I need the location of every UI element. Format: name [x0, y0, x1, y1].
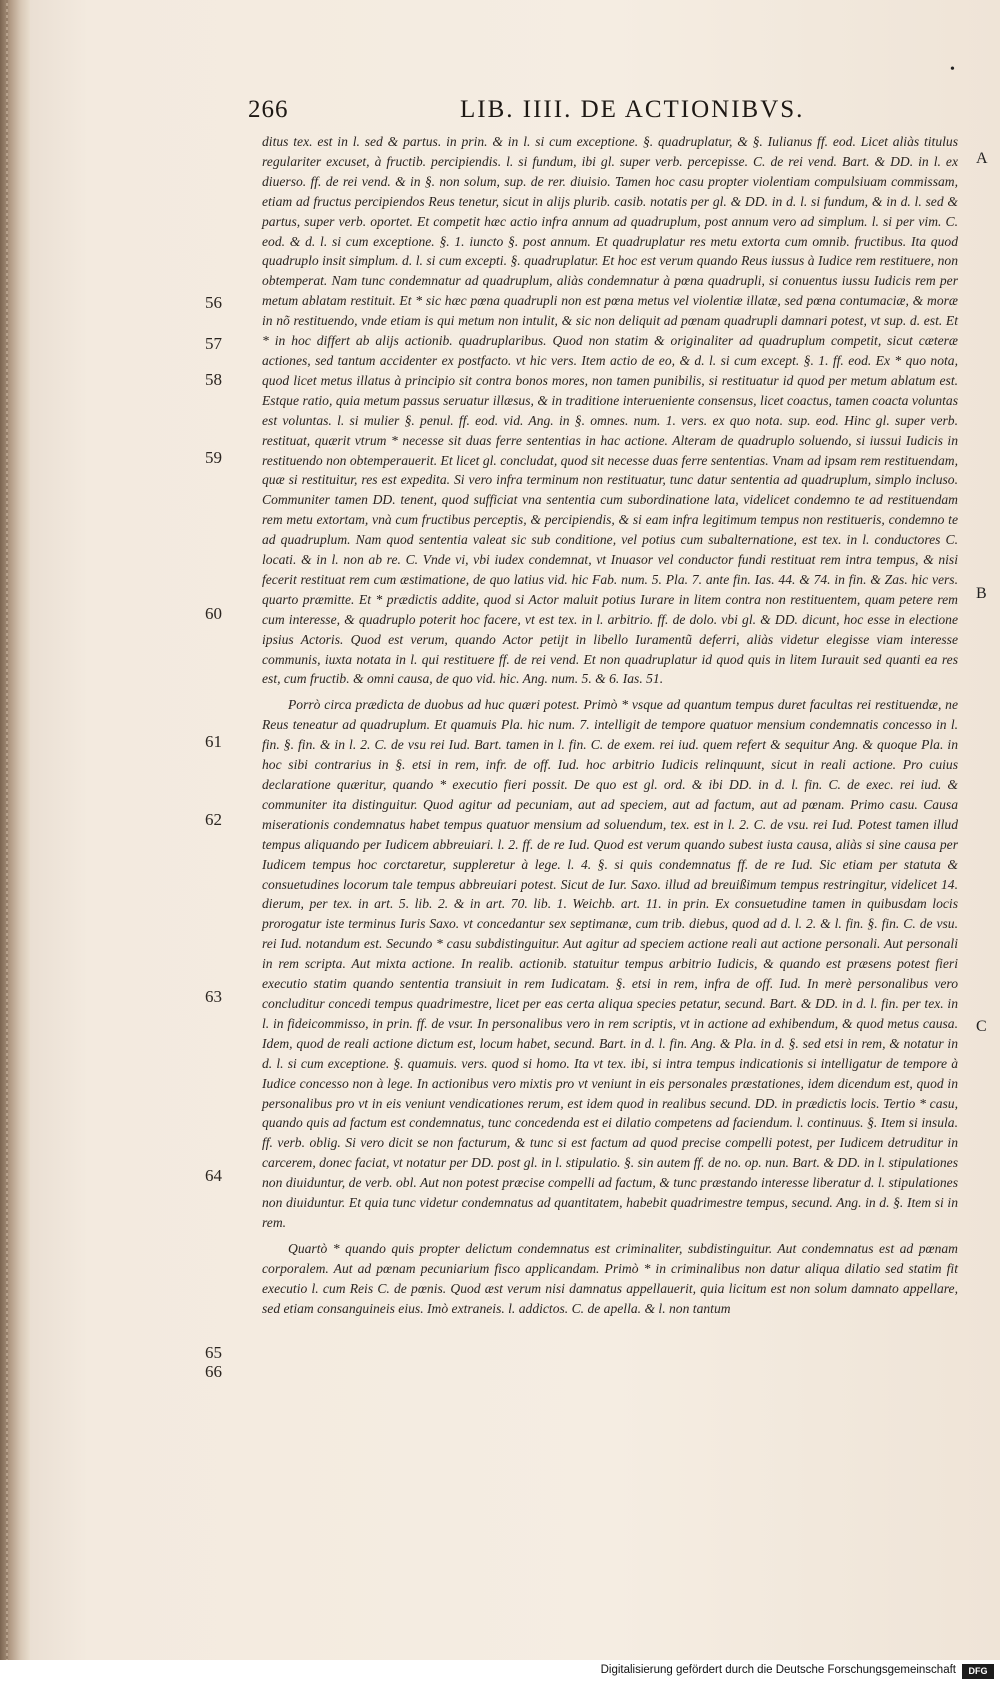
margin-number-62: 62: [205, 810, 222, 829]
funding-credit: Digitalisierung gefördert durch die Deutsche Forschungsgemeinschaft: [600, 1664, 956, 1676]
margin-number-64: 64: [205, 1166, 222, 1185]
book-edge: [0, 0, 30, 1684]
side-letter-c: C: [976, 1018, 987, 1035]
dfg-logo: DFG: [962, 1664, 994, 1679]
side-letter-a: A: [976, 150, 988, 167]
margin-number-59: 59: [205, 448, 222, 467]
margin-number-66: 66: [205, 1362, 222, 1381]
footer-bar: [0, 1660, 1000, 1684]
margin-number-57: 57: [205, 334, 222, 353]
margin-number-56: 56: [205, 293, 222, 312]
page-number: 266: [248, 96, 289, 123]
margin-number-65: 65: [205, 1343, 222, 1362]
margin-number-60: 60: [205, 604, 222, 623]
margin-number-61: 61: [205, 732, 222, 751]
paragraph: Quartò * quando quis propter delictum condemnatus est criminaliter, subdistinguitur. Aut condemnatus est ad pœnam corporalem. Aut ad pœnam pecuniarium fisco applicandam. Primò * in criminalibus non datur aliqua dilatio sed statim fit executio l. cum Reis C. de pœnis. Quod æst verum nisi damnatus appellauerit, quia licitum est non solum damnato appellare, sed etiam consanguineis eius. Imò extraneis. l. addictos. C. de apella. & l. non tantum: [262, 1240, 958, 1316]
paragraph: ditus tex. est in l. sed & partus. in prin. & in l. si cum exceptione. §. quadruplatur, & §. Iulianus ff. eod. Licet aliàs titulus regulariter excuset, à fructib. percipiendis. l. si fundum, ibi gl. super verb. percepisse. C. de rei vend. Bart. & DD. in l. ex diuerso. ff. de rei vend. & in §. non solum, sup. de rer. diuisio. Tamen hoc casu propter violentiam compulsiuam commissam, etiam ad fructus percipiendos Reus tenetur, sicut in alijs plurib. casib. notatis per gl. & DD. in d. l. si fundum, & in d. l. sed & partus, super verb. oportet. Et competit hæc actio infra annum ad quadruplum, post annum vero ad simplum. l. si per vim. C. eod. & d. l. si cum exceptione. §. 1. iuncto §. post annum. Et quadruplatur res metu extorta cum omnib. fructibus. Ita quod quadruplo insit simplum. d. l. si cum excepti. §. quadruplatur. Et hoc est verum quando Reus iussus à Iudice rem restituere, non obtemperat. Nam tunc condemnatur ad quadruplum, aliàs condemnatur à pœna quadrupli, si conuentus iussu Iudicis rem per metum ablatam restituit. Et * sic hæc pœna quadrupli non est pœna metus vel violentiæ illatæ, sed pœna contumaciæ, & moræ in nõ restituendo, vnde etiam is qui metum non intulit, & sic non deliquit ad pœnam quadrupli damnari potest, vt sup. d. est. Et * in hoc differt ab alijs actionib. quadruplaribus. Quod non statim & originaliter ad quadruplum competit, sicut cæteræ actiones, sed tantum accidenter ex postfacto. vt hic vers. Item actio de eo, & d. l. si cum except. §. 1. ff. eod. Ex * quo nota, quod licet metus illatus à principio sit contra bonos mores, non tamen punibilis, si restituatur id quod per metum ablatum est. Estque ratio, quia metum passus seruatur illæsus, & in traditione interueniente consensus, licet coactus, tamen coacta voluntas est voluntas. l. si mulier §. penul. ff. eod. vid. Ang. in §. omnes. num. 1. vers. ex quo nota. sup. eod. Hinc gl. super verb. restituat, quærit vtrum * necesse sit duas ferre sententias in hac actione. Alteram de quadruplo soluendo, si iussui Iudicis in restituendo non obtemperauerit. Et licet gl. concludat, quod sit necesse duas ferre sententias. Vnam ad ipsam rem restituendam, quæ si restituitur, res est expedita. Si vero infra terminum non restituatur, tunc datur sententia ad quadruplum, simplo incluso. Communiter tamen DD. tenent, quod sufficiat vna sententia cum subordinatione lata, videlicet condemno te ad restituendam rem metu extortam, vnà cum fructibus perceptis, & percipiendis, & si eam infra legitimum tempus non restitueris, condemno te ad quadruplum. Nam quod sententia valeat sic sub conditione, vel potius cum subalternatione, est tex. in l. conductores C. locati. & in l. non ab re. C. Vnde vi, vbi iudex condemnat, vt Inuasor vel conductor fundi restituat rem intra tempus, & nisi fecerit restituat rem cum æstimatione, de quo latius vid. hic Fab. num. 5. Pla. 7. ante fin. Ias. 44. & 74. in fin. & Zas. hic vers. quarto præmitte. Et * prædictis addite, quod si Actor maluit potius Iurare in litem contra non restituentem, quam petere rem cum interesse, & quadruplo poterit hoc facere, vt est tex. in l. arbitrio. ff. de dolo. vbi gl. & DD. dicunt, hoc esse in electione ipsius Actoris. Quod est verum, quando Actor petijt in libello Iuramentũ deferri, aliàs videtur elegisse viam interesse communis, iuxta notata in l. qui restituere ff. de rei vend. Et non quadruplatur id quod quis in litem Iurauit sed quanti ea res est, cum fructib. & omni causa, de quo vid. hic. Ang. num. 5. & 6. Ias. 51.: [262, 134, 958, 687]
ink-mark: •: [950, 62, 955, 77]
margin-number-63: 63: [205, 987, 222, 1006]
paragraph: Porrò circa prædicta de duobus ad huc quæri potest. Primò * vsque ad quantum tempus duret facultas rei restituendæ, ne Reus teneatur ad quadruplum. Et quamuis Pla. hic num. 7. intelligit de tempore quatuor mensium condemnatis concesso in l. fin. §. fin. & in l. 2. C. de vsu rei Iud. Bart. tamen in l. fin. C. de exem. rei iud. quem refert & sequitur Ang. & quoque Pla. in hoc sibi contrarius in §. etsi in rem, infr. de off. Iud. hoc arbitrio Iudicis relinquunt, sicut in reali actione. Pro cuius declaratione quæritur, quando * executio fieri possit. De quo est gl. ord. & ibi DD. in d. l. fin. C. de exec. rei iud. & communiter ita distinguitur. Quod agitur ad pecuniam, aut ad speciem, aut ad factum, aut ad pœnam. Primo casu. Causa miserationis condemnatus habet tempus quatuor mensium ad soluendum, tex. est in l. 2. C. de vsu. rei Iud. Potest tamen illud tempus aliquando per Iudicem abbreuiari. l. 2. ff. de re Iud. Quod est verum quando subest iusta causa, aliàs si sine causa per Iudicem tempus hoc corctaretur, suppleretur à lege. l. 4. §. si quis condemnatus ff. de re Iud. Sic etiam per statuta & consuetudines locorum tale tempus abbreuiari potest. Sicut de Iur. Saxo. illud ad breuißimum tempus restringitur, videlicet 14. dierum, per tex. in art. 5. lib. 2. & in art. 70. lib. 1. Weichb. art. 11. in prin. Ex consuetudine tamen in quibusdam locis prorogatur iste terminus Iuris Saxo. vt concedantur sex septimanæ, cum trib. diebus, quod ad d. l. 2. & l. fin. §. fin. C. de vsu. rei Iud. notandum est. Secundo * casu subdistinguitur. Aut agitur ad speciem actione reali aut actione personali. Aut personali in rem scripta. Aut mixta actione. In realib. actionib. statuitur tempus arbitrio Iudicis, & quando est præsens potest fieri executio statim quando sententia transiuit in rem Iudicatam. §. etsi in rem, infra de off. Iud. In merè personalibus vero concluditur concedi tempus quadrimestre, licet per eas certa aliqua species petatur, secund. Bart. & DD. in d. l. fin. per tex. in l. in fideicommisso, in prin. ff. de vsur. In personalibus vero in rem scriptis, vt in actione ad exhibendum, & quod metus causa. Idem, quod de reali actione dictum est, locum habet, secund. Bart. in d. l. fin. Ang. & Pla. in d. §. sed etsi in rem, & notatur in d. l. si cum exceptione. §. quamuis. vers. quod si homo. Ita vt tex. ibi, si intra tempus indicationis si intelligatur de tempore à Iudice concesso non à lege. In actionibus vero mixtis pro vt veniunt in eis personales præstationes, idem dicendum est, quod in personalibus pro vt in eis veniunt vendicationes rerum, est idem quod in realibus secund. DD. in prædictis locis. Tertio * casu, quando quis ad factum est condemnatus, tunc concedenda est ei dilatio competens ad faciendum. l. continuus. §. Item si insula. ff. verb. oblig. Si vero dicit se non facturum, & tunc si est factum ad quod precise compelli potest, per Iudicem detruditur in carcerem, donec faciat, vt notatur per DD. post gl. in l. stipulatio. §. sin autem ff. de no. op. nun. Bart. & DD. in l. stipulationes non diuiduntur, de verb. obl. Aut non potest præcise compelli ad factum, & tunc præstando interesse liberatur d. l. stipulationes non diuiduntur. Et quia tunc videtur condemnatus ad quantitatem, habebit quadrimestre tempus, secund. Ang. in d. §. Item si in rem.: [262, 697, 958, 1230]
margin-number-58: 58: [205, 370, 222, 389]
book-page: [30, 0, 1000, 1660]
body-text: [262, 132, 958, 1318]
running-title: LIB. IIII. DE ACTIONIBVS.: [460, 96, 805, 123]
running-head: [30, 96, 1000, 130]
side-letter-b: B: [976, 585, 987, 602]
